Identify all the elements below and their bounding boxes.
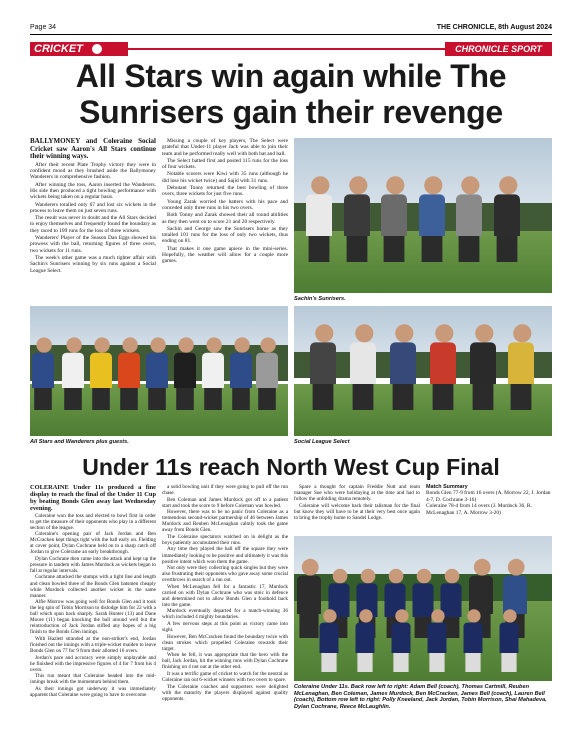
story2-lead: COLERAINE Under 11s produced a fine display to reach the final of the Under 11 Cup by beating Bonds Glen away last Wednesday evening. <box>30 484 156 512</box>
paragraph: The week's other game was a much tighter affair with Sachin's Sunrisers winning by six runs against a Social League Select. <box>30 254 156 274</box>
paragraph: a solid bowling unit if they were going to pull off the run chase. <box>162 484 288 497</box>
paragraph: Missing a couple of key players, The Select were grateful that Under-11 player Jack was able to join their team and he performed really well with both bat and ball. <box>162 138 288 157</box>
paragraph: The Coleraine coaches and supporters were delighted with the maturity the players displayed against quality opponents. <box>162 683 288 702</box>
paragraph: Ben Coleman and James Murdock got off to a patient start and took the score to 9 before Coleman was bowled. <box>162 496 288 509</box>
paragraph: Sachin and George saw the Sunrisers home as they totalled 101 runs for the loss of only two wickets, thus ending on 81. <box>162 225 288 245</box>
paragraph: Cochrane attacked the stumps with a tight line and length and clean bowled three of the Bonds Glen batsmen cheaply while Murdock collected another wicket in the same manner. <box>30 574 156 599</box>
paragraph: Young Zarak worried the batters with his pace and conceded only three runs in his two overs. <box>162 198 288 211</box>
paragraph: Spare a thought for captain Freddie Nutt and team manager Sue who were holidaying at the time and had to follow the unfolding drama remotely. <box>294 484 420 503</box>
photo-under-11s-team <box>294 536 552 681</box>
cricket-ball-icon <box>92 44 102 54</box>
paragraph: Dylan Cochrane then came into the attack and kept up the pressure in tandem with James Murdock as wickets began to fall at regular intervals. <box>30 555 156 574</box>
summary-line: Coleraine 78-4 from 14 overs (J. Murdock 36, R. McLenaghan 17, A. Morrow 3-20) <box>426 503 532 516</box>
summary-line: Bonds Glen 77-9 from 16 overs (A. Morrow 22, J. Jordan 4-7, D. Cochrane 3-16) <box>426 490 551 503</box>
paragraph: With Hazlett stranded at the non-striker's end, Jordan finished out the innings with a triple-wicket maiden to leave Bonds Glen on 77 for 9 from their allotted 16 overs. <box>30 635 156 655</box>
paragraph: Any time they played the ball off the square they were immediately looking to be positive and ultimately it was this positive intent which won them the game. <box>162 546 288 565</box>
photo-social-league-select <box>294 306 552 436</box>
paragraph: Wanderers' Player of the Season Dan Eggs showed his prowess with the ball, returning figures of three overs, two wickets for 11 runs. <box>30 235 156 254</box>
paragraph: The result was never in doubt and the All Stars decided to enjoy themselves and frequently found the boundary as they raced to 109 runs for the loss of three wickets. <box>30 215 156 234</box>
masthead: THE CHRONICLE, 8th August 2024 <box>436 24 552 31</box>
paragraph: That makes it one game apiece in the mini-series. Hopefully, the weather will allow for a couple more games. <box>162 245 288 265</box>
paragraph: Wanderers totalled only 67 and lost six wickets in the process to leave them on just seven runs. <box>30 201 156 214</box>
page-number: Page 34 <box>30 24 57 31</box>
paragraph: The Select batted first and posted 115 runs for the loss of four wickets. <box>162 157 288 171</box>
match-summary-title: Match Summary <box>426 484 468 490</box>
story2-column-2 <box>162 484 288 702</box>
paragraph: However, there was to be no panic from Coleraine as a tremendous second-wicket partnership of 46 between James Murdock and Reuben McLenaghan calmly took the game away from Bonds Glen. <box>162 509 288 534</box>
paragraph: This run meant that Coleraine headed into the mid-innings break with the momentum behind them. <box>30 673 156 686</box>
paragraph: Alfie Morrow was going well for Bonds Glen and it took the leg spin of Tobin Morrison to dislodge him for 22 with a ball which spun back sharply. Sarah Hunter (13) and Dane Moore (11) began knocking the ball around well but the reintroduction of Jack Jordan stifled any hopes of a big finish to the Bonds Glen innings. <box>30 599 156 636</box>
section-label-cricket: CRICKET <box>30 42 128 56</box>
paragraph: When he fell, it was appropriate that the hero with the ball, Jack Jordan, hit the winning runs with Dylan Cochrane finishing on 4 not out at the other end. <box>162 652 288 671</box>
paragraph: Murdock eventually departed for a match-winning 36 which included 4 mighty boundaries. <box>162 608 288 621</box>
paragraph: Coleraine will welcome back their talisman for the final but know they will have to be at their very best once again to bring the trophy home to Sandel Lodge. <box>294 502 420 521</box>
paragraph: Not only were they collecting quick singles but they were also frustrating their opponents who gave away some crucial overthrows in search of a run out. <box>162 565 288 584</box>
headline-all-stars: All Stars win again while The Sunrisers gain their revenge <box>75 58 507 130</box>
section-divider <box>128 48 445 50</box>
paragraph: It was a terrific game of cricket to watch for the neutral as Coleraine ran out 6-wicket winners with two overs to spare. <box>162 670 288 683</box>
story2-column-1 <box>30 484 156 698</box>
paragraph: Jordan's pace and accuracy were simply unplayable and he finished with the impressive figures of 4 for 7 from his 4 overs. <box>30 654 156 673</box>
paragraph: Both Tonny and Zarak showed their all round abilities as they then went on to score 21 and 20 respectively. <box>162 212 288 225</box>
paragraph: A few nervous steps at this point as victory came into sight. <box>162 621 288 634</box>
caption-social-league-select: Social League Select <box>294 439 350 445</box>
story2-column-3 <box>294 484 420 521</box>
match-summary <box>426 484 552 516</box>
section-label-chronicle-sport: CHRONICLE SPORT <box>445 42 552 56</box>
paragraph: Coleraine's opening pair of Jack Jordan and Ben McCracken kept things tight with the ball early on. Fielding at cover point, Dylan Cochrane held on to a sharp catch off Jordan to give Coleraine an early breakthrough. <box>30 531 156 556</box>
paragraph: After winning the toss, Aaron inserted the Wanderers. His side then produced a tight bowling performance with wickets being taken on a regular basis. <box>30 181 156 201</box>
paragraph: However, Ben McCracken found the boundary twice with clean strokes which propelled Coleraine towards their target. <box>162 633 288 652</box>
paragraph: Debutant Tonny returned the best bowling of three overs, three wickets for just five runs. <box>162 185 288 198</box>
story1-column-1 <box>30 138 156 275</box>
caption-under-11s: Coleraine Under 11s. Back row left to right: Adam Bell (coach), Thomas Cartmill, Reuben McLenaghan, Ben Coleman, James Murdock, Ben McCracken, James Bell (coach), Lauren Bell (coach), Bottom row left to right: Polly Kneeland, Jack Jordan, Tobin Morrison, Shai Mahadeva, Dylan Cochrane, Reece McLaughlin. <box>294 684 547 710</box>
paragraph: Coleraine won the toss and elected to bowl first in order to get the measure of their opponents who play in a different section of the league. <box>30 512 156 531</box>
story1-column-2 <box>162 138 288 266</box>
headline-under-11s: Under 11s reach North West Cup Final <box>82 454 500 480</box>
paragraph: When McLenaghan fell for a fantastic 17, Murdock carried on with Dylan Cochrane who was stoic in defence and determined not to allow Bonds Glen a foothold back into the game. <box>162 583 288 608</box>
paragraph: As their innings got underway it was immediately apparent that Coleraine were going to have to overcome <box>30 685 156 698</box>
header-rule <box>30 34 552 35</box>
photo-all-stars <box>30 306 288 436</box>
caption-all-stars: All Stars and Wanderers plus guests. <box>30 439 129 445</box>
paragraph: After their recent Plate Trophy victory they were in confident mood as they brushed aside the Ballymoney Wanderers in comprehensive fashion. <box>30 161 156 181</box>
story1-lead: BALLYMONEY and Coleraine Social Cricket saw Aaron's All Stars continue their winning ways. <box>30 137 156 161</box>
paragraph: The Coleraine spectators watched on in delight as the boys patiently accumulated their runs. <box>162 533 288 546</box>
photo-sunrisers <box>294 138 552 293</box>
paragraph: Notable scorers were Kiwi with 35 runs (although he did lose his wicket twice) and Sajid with 31 runs. <box>162 171 288 184</box>
caption-sunrisers: Sachin's Sunrisers. <box>294 296 346 302</box>
